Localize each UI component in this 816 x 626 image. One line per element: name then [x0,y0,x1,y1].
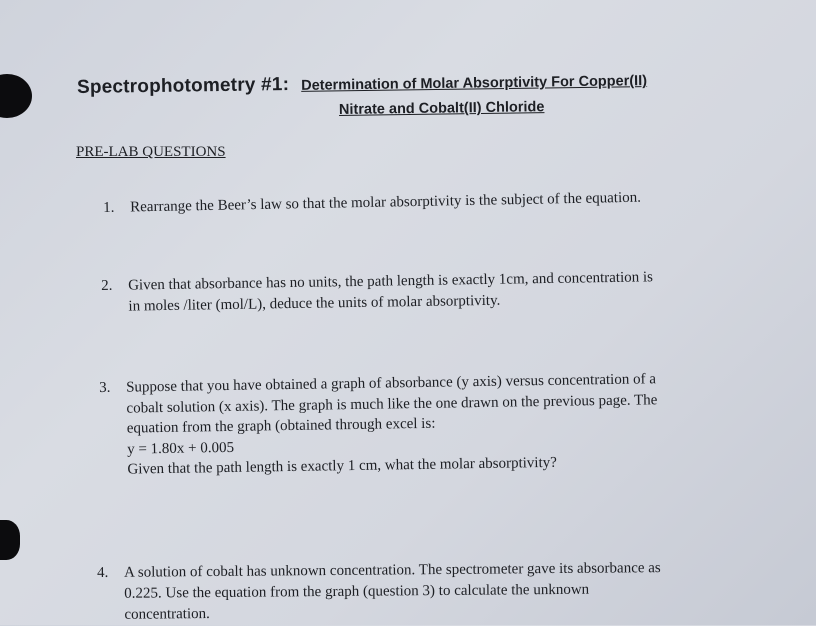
question-line: 0.225. Use the equation from the graph (question 3) to calculate the unknown [124,581,590,602]
equation-line: y = 1.80x + 0.005 [126,439,235,458]
question-line: equation from the graph (obtained through excel is: [126,415,436,437]
binder-hole-top [0,74,32,118]
question-line: Given that the path length is exactly 1 cm, what the molar absorptivity? [127,454,557,478]
question-line: concentration. [124,606,210,623]
question-line: Suppose that you have obtained a graph of absorbance (y axis) versus concentration of a [126,371,657,396]
question-number: 4. [97,564,109,581]
question-line: cobalt solution (x axis). The graph is much like the one drawn on the previous page. The [126,391,658,417]
question-line: Given that absorbance has no units, the path length is exactly 1cm, and concentration is [128,269,654,294]
question-text [124,558,661,626]
question-number: 3. [99,379,111,396]
question-text [130,188,641,219]
question-line: in moles /liter (mol/L), deduce the units of molar absorptivity. [128,292,501,315]
question-line: A solution of cobalt has unknown concentration. The spectrometer gave its absorbance as [124,560,661,581]
section-heading: PRE-LAB QUESTIONS [76,144,226,160]
title-main: Spectrophotometry #1: [76,74,290,98]
page-title [77,69,647,99]
question-number: 1. [103,199,115,216]
binder-hole-bottom [0,520,20,560]
question-text [128,267,653,317]
question-line: Rearrange the Beer’s law so that the molar absorptivity is the subject of the equation. [130,189,642,216]
title-subtitle-line2: Nitrate and Cobalt(II) Chloride [338,99,545,118]
question-text [126,369,659,480]
question-number: 2. [101,277,113,294]
title-subtitle-line1: Determination of Molar Absorptivity For Copper(II) [301,73,648,94]
